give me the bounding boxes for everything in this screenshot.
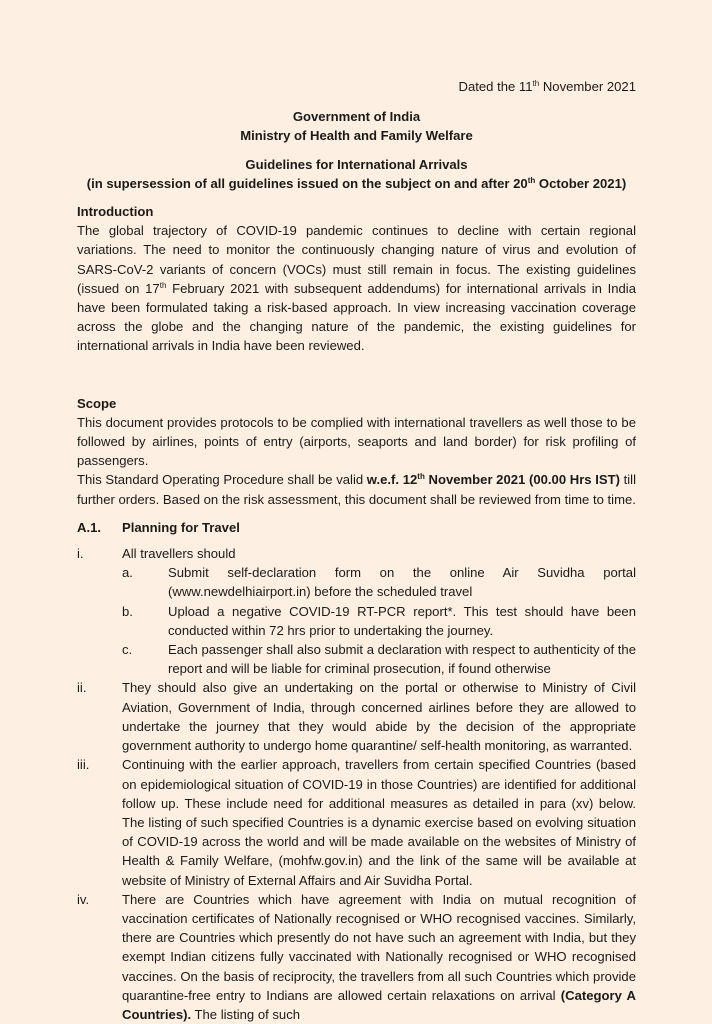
issuer-ministry: Ministry of Health and Family Welfare [240, 128, 473, 144]
issuer-government: Government of India [292, 109, 421, 125]
document-content [77, 77, 636, 1024]
list-item: iv. There are Countries which have agreement with India on mutual recognition of vaccination certificates of Nationally recognised or WHO recognised vaccines. Similarly, there are Countries which presently do not have such an agreement with India, but they exempt Indian citizens fully vaccinated with Nationally recognised or WHO recognised vaccines. On the basis of reciprocity, the travellers from all such Countries which provide quarantine-free entry to Indians are allowed certain relaxations on arrival (Category A Countries). The listing of such [77, 891, 636, 1022]
document-subtitle: (in supersession of all guidelines issued on the subject on and after 20th October 2021) [86, 175, 627, 191]
introduction-paragraph: The global trajectory of COVID-19 pandemic continues to decline with certain regional variations. The need to monitor the continuously changing nature of virus and evolution of SARS-CoV-2 variants of concern (VOCs) must still remain in focus. The existing guidelines (issued on 17th February 2021 with subsequent addendums) for international arrivals in India have been formulated taking a risk-based approach. In view increasing vaccination coverage across the globe and the changing nature of the pandemic, the existing guidelines for international arrivals in India have been reviewed. [77, 223, 636, 354]
scope-paragraph-2: This Standard Operating Procedure shall be valid w.e.f. 12th November 2021 (00.00 Hrs IST) till further orders. Based on the risk assessment, this document shall be reviewed from time to time. [77, 472, 636, 507]
section-a1-list [77, 544, 636, 1024]
validity-date: w.e.f. 12th November 2021 (00.00 Hrs IST) [366, 472, 620, 488]
scope-paragraph-1: This document provides protocols to be complied with international travellers as well those to be followed by airlines, points of entry (airports, seaports and land border) for risk profiling of passengers. [77, 414, 636, 469]
category-a-label: (Category A Countries). [122, 987, 636, 1022]
scope-heading: Scope [77, 395, 117, 411]
introduction-heading: Introduction [77, 204, 154, 220]
section-title: Planning for Travel [122, 519, 240, 535]
list-item: ii. They should also give an undertaking on the portal or otherwise to Ministry of Civil Aviation, Government of India, through concerned airlines before they are allowed to undertake the journey that they would abide by the decision of the appropriate government authority to undergo home quarantine/ self-health monitoring, as warranted. [77, 680, 636, 754]
document-title: Guidelines for International Arrivals [245, 156, 468, 172]
section-number: A.1. [77, 519, 102, 535]
document-date: Dated the 11th November 2021 [458, 79, 636, 94]
section-a1-heading [77, 518, 636, 537]
sub-list-item: a. Submit self-declaration form on the online Air Suvidha portal (www.newdelhiairport.in) before the scheduled travel [122, 565, 636, 600]
sub-list-item: c. Each passenger shall also submit a declaration with respect to authenticity of the report and will be liable for criminal prosecution, if found otherwise [122, 642, 636, 677]
list-item: iii. Continuing with the earlier approach, travellers from certain specified Countries (based on epidemiological situation of COVID-19 in those Countries) are identified for additional follow up. These include need for additional measures as detailed in para (xv) below. The listing of such specified Countries is a dynamic exercise based on evolving situation of COVID-19 across the world and will be made available on the websites of Ministry of Health & Family Welfare, (mohfw.gov.in) and the link of the same will be available at website of Ministry of External Affairs and Air Suvidha Portal. [77, 757, 636, 888]
list-item: i. All travellers should a. Submit self-declaration form on the online Air Suvidha portal (www.newdelhiairport.in) before the scheduled travel b. Upload a negative COVID-19 RT-PCR report*. This test should have been conducted within 72 hrs prior to undertaking the journey. c. Each passenger shall also submit a declaration with respect to authenticity of the report and will be liable for criminal prosecution, if found otherwise [77, 544, 636, 678]
sub-list-item: b. Upload a negative COVID-19 RT-PCR report*. This test should have been conducted within 72 hrs prior to undertaking the journey. [122, 603, 636, 638]
